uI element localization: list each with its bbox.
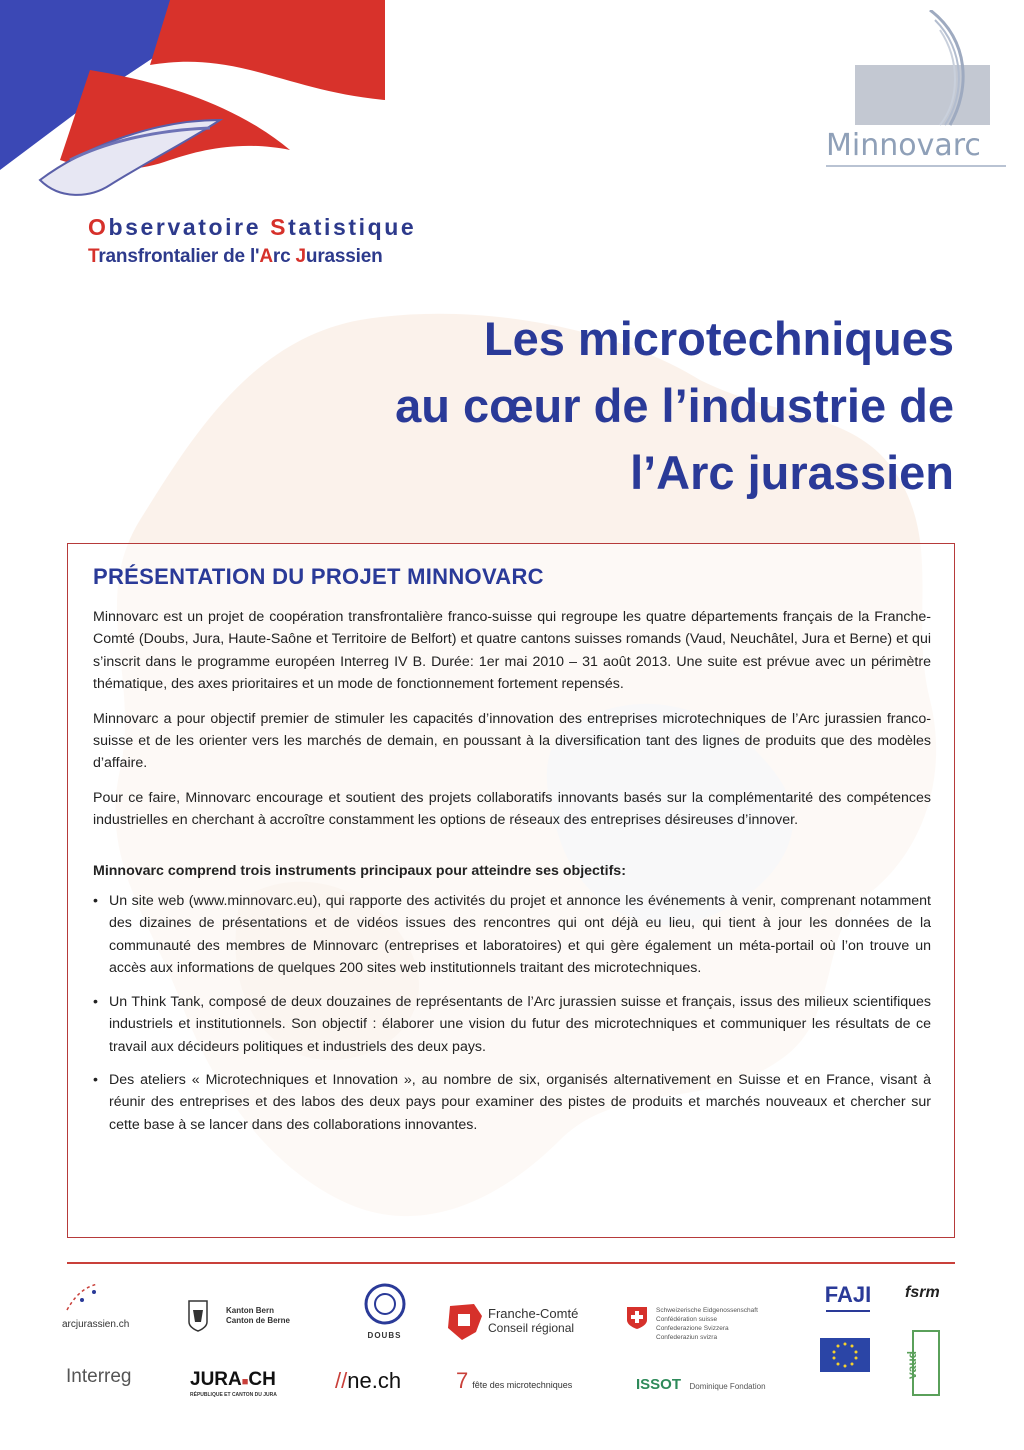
eu-flag-icon (820, 1338, 870, 1372)
footer-separator (67, 1262, 955, 1264)
org-title (88, 212, 416, 272)
instruments-subheading: Minnovarc comprend trois instruments principaux pour atteindre ses objectifs: (93, 862, 626, 879)
org-title-line1: Observatoire Statistique (88, 214, 417, 240)
org-title-line2: Transfrontalier de l'Arc Jurassien (88, 246, 383, 267)
neuchatel-logo: //ne.ch (335, 1368, 402, 1393)
list-item: • Un Think Tank, composé de deux douzaines de représentants de l’Arc jurassien suisse et français, issus des milieux scientifiques industriels et institutionnels. Son objectif : élaborer une vision du futur des microtechniques et communiquer les résultats de ce travail aux décideurs politiques et industriels des deux pays. (93, 991, 931, 1058)
canton-bern-logo: Kanton Bern Canton de Berne (188, 1300, 318, 1345)
paragraph-2: Minnovarc a pour objectif premier de stimuler les capacités d’innovation des entreprises microtechniques de l’Arc jurassien franco-suisse et de les orienter vers les marchés de demain, en poussant à la diversification tant des lignes de produits que des modèles d’affaire. (93, 710, 931, 772)
instruments-list (93, 890, 931, 1136)
fete-microtechniques-logo: 7 fête des microtechniques (456, 1368, 573, 1393)
issot-logo: ISSOT Dominique Fondation (636, 1376, 766, 1393)
doubs-logo: DOUBS (352, 1282, 417, 1347)
presentation-box (67, 543, 955, 1238)
title-line2: au cœur de l’industrie de (395, 379, 954, 432)
page-title (194, 305, 954, 506)
fsrm-logo: fsrm (905, 1284, 940, 1301)
vaud-logo: vaud (912, 1330, 944, 1400)
arcjurassien-logo: arcjurassien.ch (62, 1282, 172, 1337)
minnovarc-logo-text: Minnovarc (826, 128, 981, 163)
title-line1: Les microtechniques (483, 312, 954, 365)
paragraph-3: Pour ce faire, Minnovarc encourage et soutient des projets collaboratifs innovants basés sur la complémentarité des compétences industrielles en cherchant à accroître constamment les options de réseaux des entreprises désireuses d’innover. (93, 789, 931, 829)
swiss-confederation-logo: Schweizerische Eidgenossenschaft Confédération suisse Confederazione Svizzera Confederaziun svizra (626, 1306, 796, 1346)
list-item: • Des ateliers « Microtechniques et Innovation », au nombre de six, organisés alternativement en Suisse et en France, visant à réunir des entreprises et des labos des deux pays pour examiner des pistes de produits et marchés nouveaux et chercher sur cette base à se lancer dans des collaborations innovantes. (93, 1069, 931, 1136)
partner-logos (0, 1270, 1024, 1450)
minnovarc-logo-underline (826, 165, 1006, 167)
paragraph-1: Minnovarc est un projet de coopération transfrontalière franco-suisse qui regroupe les quatre départements français de la Franche-Comté (Doubs, Jura, Haute-Saône et Territoire de Belfort) et quatre cantons suisses romands (Vaud, Neuchâtel, Jura et Berne) et qui s’inscrit dans le programme européen Interreg IV B. Durée: 1er mai 2010 – 31 août 2013. Une suite est prévue avec un périmètre thématique, des axes prioritaires et un mode de fonctionnement fortement repensés. (93, 609, 931, 693)
interreg-logo: Interreg (66, 1366, 132, 1387)
faji-logo: FAJI (818, 1282, 878, 1332)
title-line3: l’Arc jurassien (630, 446, 954, 499)
jura-logo: JURA■CH RÉPUBLIQUE ET CANTON DU JURA (190, 1369, 277, 1398)
franche-comte-logo: Franche-Comté Conseil régional (444, 1302, 609, 1347)
list-item: • Un site web (www.minnovarc.eu), qui rapporte des activités du projet et annonce les événements à venir, comprenant notamment des dizaines de présentations et de vidéos issues des rencontres qui ont déjà eu lieu, qui tient à jour les données de la communauté des membres de Minnovarc (entreprises et laboratoires) et qui gère également un méta-portail où l’on trouve un accès aux informations de quelques 200 sites web institutionnels traitant des microtechniques. (93, 890, 931, 980)
section-heading: PRÉSENTATION DU PROJET MINNOVARC (93, 564, 544, 589)
section-content (93, 606, 931, 1147)
